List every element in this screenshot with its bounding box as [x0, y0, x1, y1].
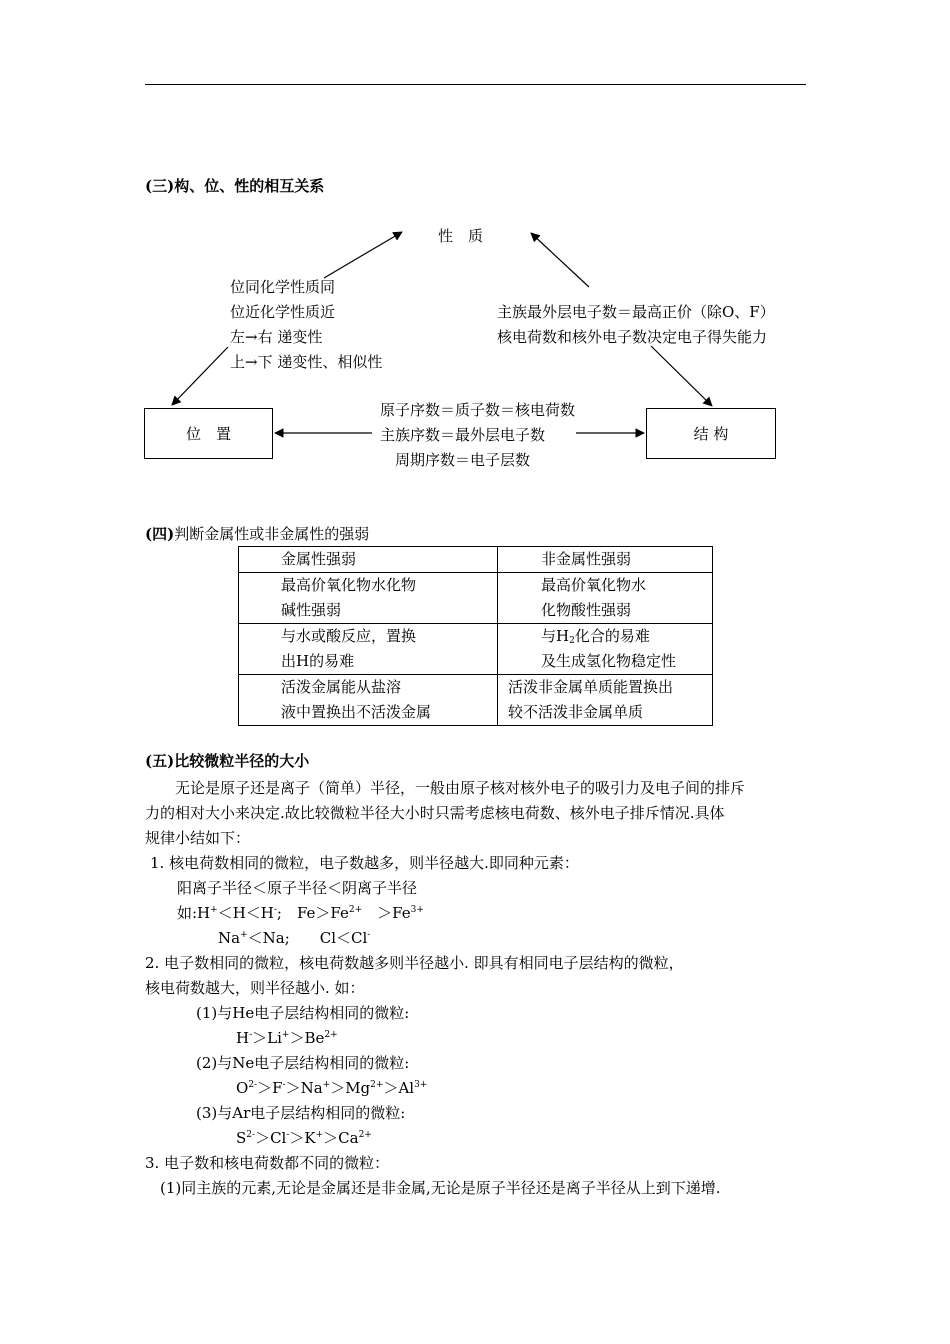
metal-nonmetal-table [238, 546, 713, 726]
cell-line: 最高价氧化物水 [541, 576, 647, 594]
arrow-to-structure [651, 346, 712, 406]
section4-title-number: (四) [145, 525, 175, 543]
position-note: 上→下 递变性、相似性 [230, 353, 383, 371]
rule-3-sub: (1)同主族的元素,无论是金属还是非金属,无论是原子半径还是离子半径从上到下递增. [160, 1179, 721, 1197]
table-cell [498, 573, 713, 624]
arrow-to-property-left [324, 232, 402, 278]
position-note: 左→右 递变性 [230, 328, 323, 346]
intro-line: 力的相对大小来决定.故比较微粒半径大小时只需考虑核电荷数、核外电子排斥情况.具体 [145, 804, 725, 822]
cell-line: 液中置换出不活泼金属 [281, 703, 432, 721]
cell-line: 与水或酸反应，置换 [281, 627, 417, 645]
rule-1: 1. 核电荷数相同的微粒，电子数越多，则半径越大.即同种元素： [150, 854, 579, 872]
table-row [239, 624, 713, 675]
sub-rule-ar: (3)与Ar电子层结构相同的微粒: [196, 1104, 406, 1122]
section5-title: (五)比较微粒半径的大小 [145, 752, 310, 770]
table-cell [498, 675, 713, 726]
cell-line: 较不活泼非金属单质 [508, 703, 644, 721]
sub-rule-ne: (2)与Ne电子层结构相同的微粒: [196, 1054, 410, 1072]
h2-subscript: 2 [569, 636, 575, 646]
property-label: 性 质 [438, 227, 484, 245]
position-note: 位同化学性质同 [230, 278, 336, 296]
table-row [239, 675, 713, 726]
relation-arrows [0, 0, 950, 520]
table-row [239, 573, 713, 624]
h2-suffix: 化合的易难 [574, 627, 650, 645]
arrow-to-property-right [531, 233, 589, 287]
structure-note: 核电荷数和核外电子数决定电子得失能力 [497, 328, 768, 346]
cell-line: 碱性强弱 [281, 601, 342, 619]
cell-line: 及生成氢化物稳定性 [541, 652, 677, 670]
example-2: Na+＜Na; Cl＜Cl- [218, 929, 371, 947]
table-cell [498, 624, 713, 675]
intro-line: 规律小结如下： [145, 829, 251, 847]
cell-line: 最高价氧化物水化物 [281, 576, 417, 594]
cell-line: 活泼非金属单质能置换出 [508, 678, 674, 696]
rule-3: 3. 电子数和核电荷数都不同的微粒： [145, 1154, 390, 1172]
table-cell [239, 547, 498, 573]
section3-title: (三)构、位、性的相互关系 [145, 177, 325, 195]
rule-2-cont: 核电荷数越大，则半径越小. 如： [145, 979, 365, 997]
intro-line: 无论是原子还是离子（简单）半径，一般由原子核对核外电子的吸引力及电子间的排斥 [175, 779, 746, 797]
table-cell [239, 624, 498, 675]
cell-line: 化物酸性强弱 [541, 601, 632, 619]
structure-box-label: 结 构 [693, 425, 729, 443]
section4-title [145, 524, 369, 544]
relation-line: 原子序数＝质子数＝核电荷数 [380, 401, 576, 419]
table-cell [498, 547, 713, 573]
sub-rule-he: (1)与He电子层结构相同的微粒: [196, 1004, 410, 1022]
structure-note: 主族最外层电子数＝最高正价（除O、F） [497, 303, 775, 321]
cell-line: 活泼金属能从盐溶 [281, 678, 402, 696]
relation-line: 周期序数＝电子层数 [395, 451, 531, 469]
h2-prefix: 与H [541, 627, 570, 645]
example-1: 如:H+＜H＜H-; $Fe>Fe^{2+}$ $>Fe^{3+}$ [177, 904, 424, 922]
cell-line [498, 624, 712, 649]
relation-line: 主族序数＝最外层电子数 [380, 426, 546, 444]
rule-2: 2. 电子数相同的微粒，核电荷数越多则半径越小. 即具有相同电子层结构的微粒， [145, 954, 684, 972]
arrow-to-position [172, 347, 228, 405]
section4-title-text: 判断金属性或非金属性的强弱 [174, 525, 370, 543]
table-header-row [239, 547, 713, 573]
rule-1-order: 阳离子半径＜原子半径＜阴离子半径 [177, 879, 418, 897]
position-note: 位近化学性质近 [230, 303, 336, 321]
header-nonmetal: 非金属性强弱 [541, 550, 632, 568]
he-example: $H^->Li^+>Be^{2+}$ [236, 1029, 338, 1047]
header-metal: 金属性强弱 [281, 550, 357, 568]
ar-example: $S^{2-}>Cl^->K^+>Ca^{2+}$ [236, 1129, 372, 1147]
cell-line: 出H的易难 [281, 652, 355, 670]
ne-example: $O^{2-}>F^->Na^+>Mg^{2+}>Al^{3+}$ [236, 1079, 428, 1097]
table-cell [239, 675, 498, 726]
position-box-label: 位 置 [185, 425, 231, 443]
table-cell [239, 573, 498, 624]
